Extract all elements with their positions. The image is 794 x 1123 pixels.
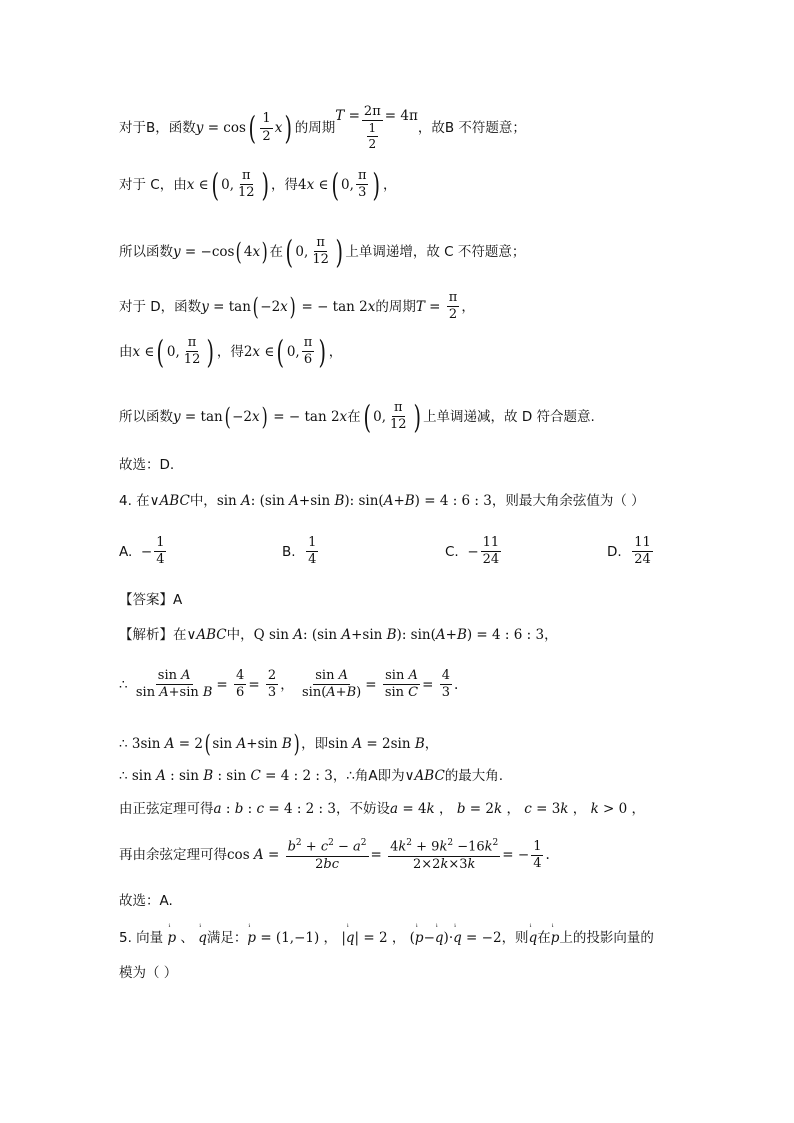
analysis-line-3: ∴ 3sin A = 2 ( sin A +sin B ) ，即 sin A = 2sin B ，: [119, 730, 439, 758]
text: 所以函数: [119, 243, 173, 260]
choose-d: 故选：D.: [119, 457, 175, 473]
choice-num: 1: [154, 535, 166, 552]
choice-num: 11: [632, 535, 653, 552]
choice-den: 4: [156, 552, 165, 568]
text: ，则最大角余弦值为（ ）: [491, 493, 645, 509]
text: ，: [328, 343, 343, 360]
choice-label: A.: [119, 543, 133, 560]
text: 5. 向量: [119, 930, 164, 946]
text: ，得: [271, 176, 299, 193]
text: ，得: [216, 343, 244, 360]
text: ，不妨设: [336, 801, 390, 817]
text: ，: [424, 735, 439, 752]
analysis-line-5: 由正弦定理可得 a : b : c = 4 : 2 : 3 ，不妨设 a = 4 k ， b = 2 k ， c = 3 k ， k > 0 ，: [119, 801, 646, 817]
text: 、: [180, 930, 194, 946]
analysis-line-4: ∴ sin A : sin B : sin C = 4 : 2 : 3 ，∴角A即为 ∨ ABC 的最大角.: [119, 768, 504, 784]
line-d2: 由 x ∈ ( 0, $\frac{\pi}{12}$ ) ，得 2 x ∈ ( 0, $\frac{\pi}{6}$ ) ，: [119, 332, 343, 371]
text: 对于B，函数: [119, 120, 196, 137]
question-5-line-2: 模为（ ）: [119, 965, 178, 981]
text: 上的投影向量的: [559, 930, 654, 946]
line-d: 对于 D，函数 y = tan ( −2 x ) = − tan 2 x 的周期 T = $\frac{\pi}{2}$ ，: [119, 290, 475, 323]
analysis-line-6: 再由余弦定理可得 cos A = $\frac{b^2 + c^2 - a^2}{2bc}$ = $\frac{4k^2 + 9k^2 -16k^2}{2\times 2k\times 3k}$ = − $\frac{1}{4}$ .: [119, 838, 550, 872]
choice-c[interactable]: [445, 535, 503, 569]
choice-den: 4: [308, 552, 317, 568]
choice-sign: −: [140, 543, 153, 560]
text: 的最大角.: [444, 768, 504, 784]
choice-label: D.: [607, 543, 622, 560]
text: 对于 D，函数: [119, 298, 202, 315]
choice-label: C.: [445, 543, 459, 560]
text: 由正弦定理可得: [119, 801, 214, 817]
line-c: 对于 C，由 x ∈ ( 0, $\frac{\pi}{12}$ ) ，得 4 x ∈ ( 0, $\frac{\pi}{3}$ ) ，: [119, 165, 397, 204]
text: 在: [173, 627, 187, 643]
text: 在: [347, 408, 361, 425]
line-b: 对于B，函数 y = cos ( $\frac{1}{2}$ x ) 的周期 T = $\frac{2\pi}{\frac{1}{2}}$ = 4π ，故B 不符题意；: [119, 104, 526, 152]
text: 所以函数: [119, 408, 173, 425]
text: ，∴角A即为: [332, 768, 405, 784]
text: ，故B 不符题意；: [417, 120, 526, 137]
choose-a: 故选：A.: [119, 893, 173, 909]
text: 上单调递减，故 D 符合题意.: [423, 408, 595, 425]
text: 满足：: [206, 930, 248, 946]
question-5: 5. 向量 ⁱ p 、 ⁱ q 满足： ⁱ p = (1,−1) ， | ⁱ q | = 2 ， ( ⁱ p − ⁱ q )· ⁱ q = −2 ，则 ⁱ q 在 ⁱ p 上的投影向量的: [119, 930, 654, 946]
answer: 【答案】A: [119, 592, 183, 608]
choice-sign: −: [467, 543, 479, 560]
line-d3: 所以函数 y = tan ( −2 x ) = − tan 2 x 在 ( 0, $\frac{\pi}{12}$ ) 上单调递减，故 D 符合题意.: [119, 397, 595, 436]
analysis-line-2: ∴ $\frac{\text{sin A}}{\text{sin A+sin B}}$ = $\frac{4}{6}$ = $\frac{2}{3}$ ， $\frac{\text{sin A}}{\sin(A+B)}$ = $\frac{\text{sin A}}{\text{sin C}}$ = $\frac{4}{3}$ .: [119, 668, 459, 701]
text: 中，: [226, 627, 254, 643]
text: 的周期: [294, 120, 336, 137]
line-c2: 所以函数 y = −cos ( 4 x ) 在 ( 0, $\frac{\pi}{12}$ ) 上单调递增，故 C 不符题意；: [119, 232, 526, 271]
question-4: 4. 在 ∨ ABC 中， sin A : (sin A +sin B ): sin( A + B ) = 4 : 6 : 3 ，则最大角余弦值为（ ）: [119, 493, 645, 509]
text: 的周期: [375, 298, 416, 315]
text: ，: [544, 627, 558, 643]
choice-num: 1: [306, 535, 318, 552]
text: ，: [280, 676, 294, 693]
choice-d[interactable]: [607, 535, 655, 569]
text: ，则: [501, 930, 529, 946]
text: 对于 C，由: [119, 176, 187, 193]
text: 在: [537, 930, 551, 946]
choice-num: 11: [481, 535, 502, 552]
choice-den: 24: [634, 552, 651, 568]
text: ，: [461, 298, 475, 315]
text: ，: [382, 176, 397, 193]
text: 中，: [189, 493, 217, 509]
text: 4. 在: [119, 493, 150, 509]
choice-a[interactable]: [119, 535, 168, 569]
text: 上单调递增，故 C 不符题意；: [345, 243, 526, 260]
text: ，即: [301, 735, 329, 752]
text: 在: [269, 243, 283, 260]
choice-label: B.: [282, 543, 296, 560]
text: 由: [119, 343, 133, 360]
analysis-line-1: 【解析】 在 ∨ ABC 中， Q sin A : (sin A +sin B ): sin( A + B ) = 4 : 6 : 3 ，: [119, 627, 558, 643]
choice-den: 24: [482, 552, 500, 568]
analysis-label: 【解析】: [119, 627, 173, 643]
choice-b[interactable]: [282, 535, 320, 569]
text: 再由余弦定理可得: [119, 847, 227, 864]
